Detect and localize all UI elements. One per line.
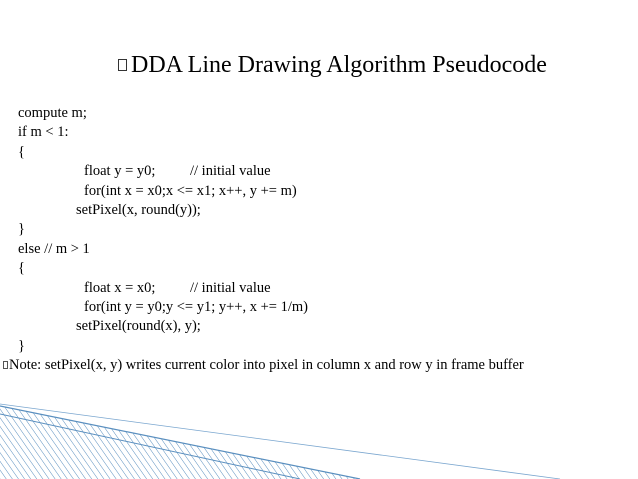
title-row [118,50,547,80]
code-line: else // m > 1 [18,240,90,257]
small-bullet-icon [3,361,8,369]
code-line: for(int x = x0;x <= x1; x++, y += m) [84,182,297,199]
code-line: for(int y = y0;y <= y1; y++, x += 1/m) [84,298,308,315]
code-comment: // initial value [190,163,271,180]
code-line: setPixel(x, round(y)); [76,201,201,218]
code-line: } [18,337,25,354]
note-line [9,356,524,375]
pseudocode-block [9,104,524,375]
code-line: { [18,143,25,160]
code-line: } [18,221,25,238]
decorative-arrow-shape [0,392,638,479]
note-text: Note: setPixel(x, y) writes current color into pixel in column x and row y in frame buffer [9,357,524,374]
code-text: float x = x0; [84,279,156,296]
code-line [18,162,524,181]
code-line: if m < 1: [18,124,69,141]
code-comment: // initial value [190,279,271,296]
slide-title: DDA Line Drawing Algorithm Pseudocode [131,52,547,78]
bullet-box-icon [118,59,127,71]
code-text: float y = y0; [84,163,156,180]
code-line [18,279,524,298]
code-line: { [18,260,25,277]
code-line: setPixel(round(x), y); [76,318,201,335]
code-line: compute m; [18,105,87,121]
